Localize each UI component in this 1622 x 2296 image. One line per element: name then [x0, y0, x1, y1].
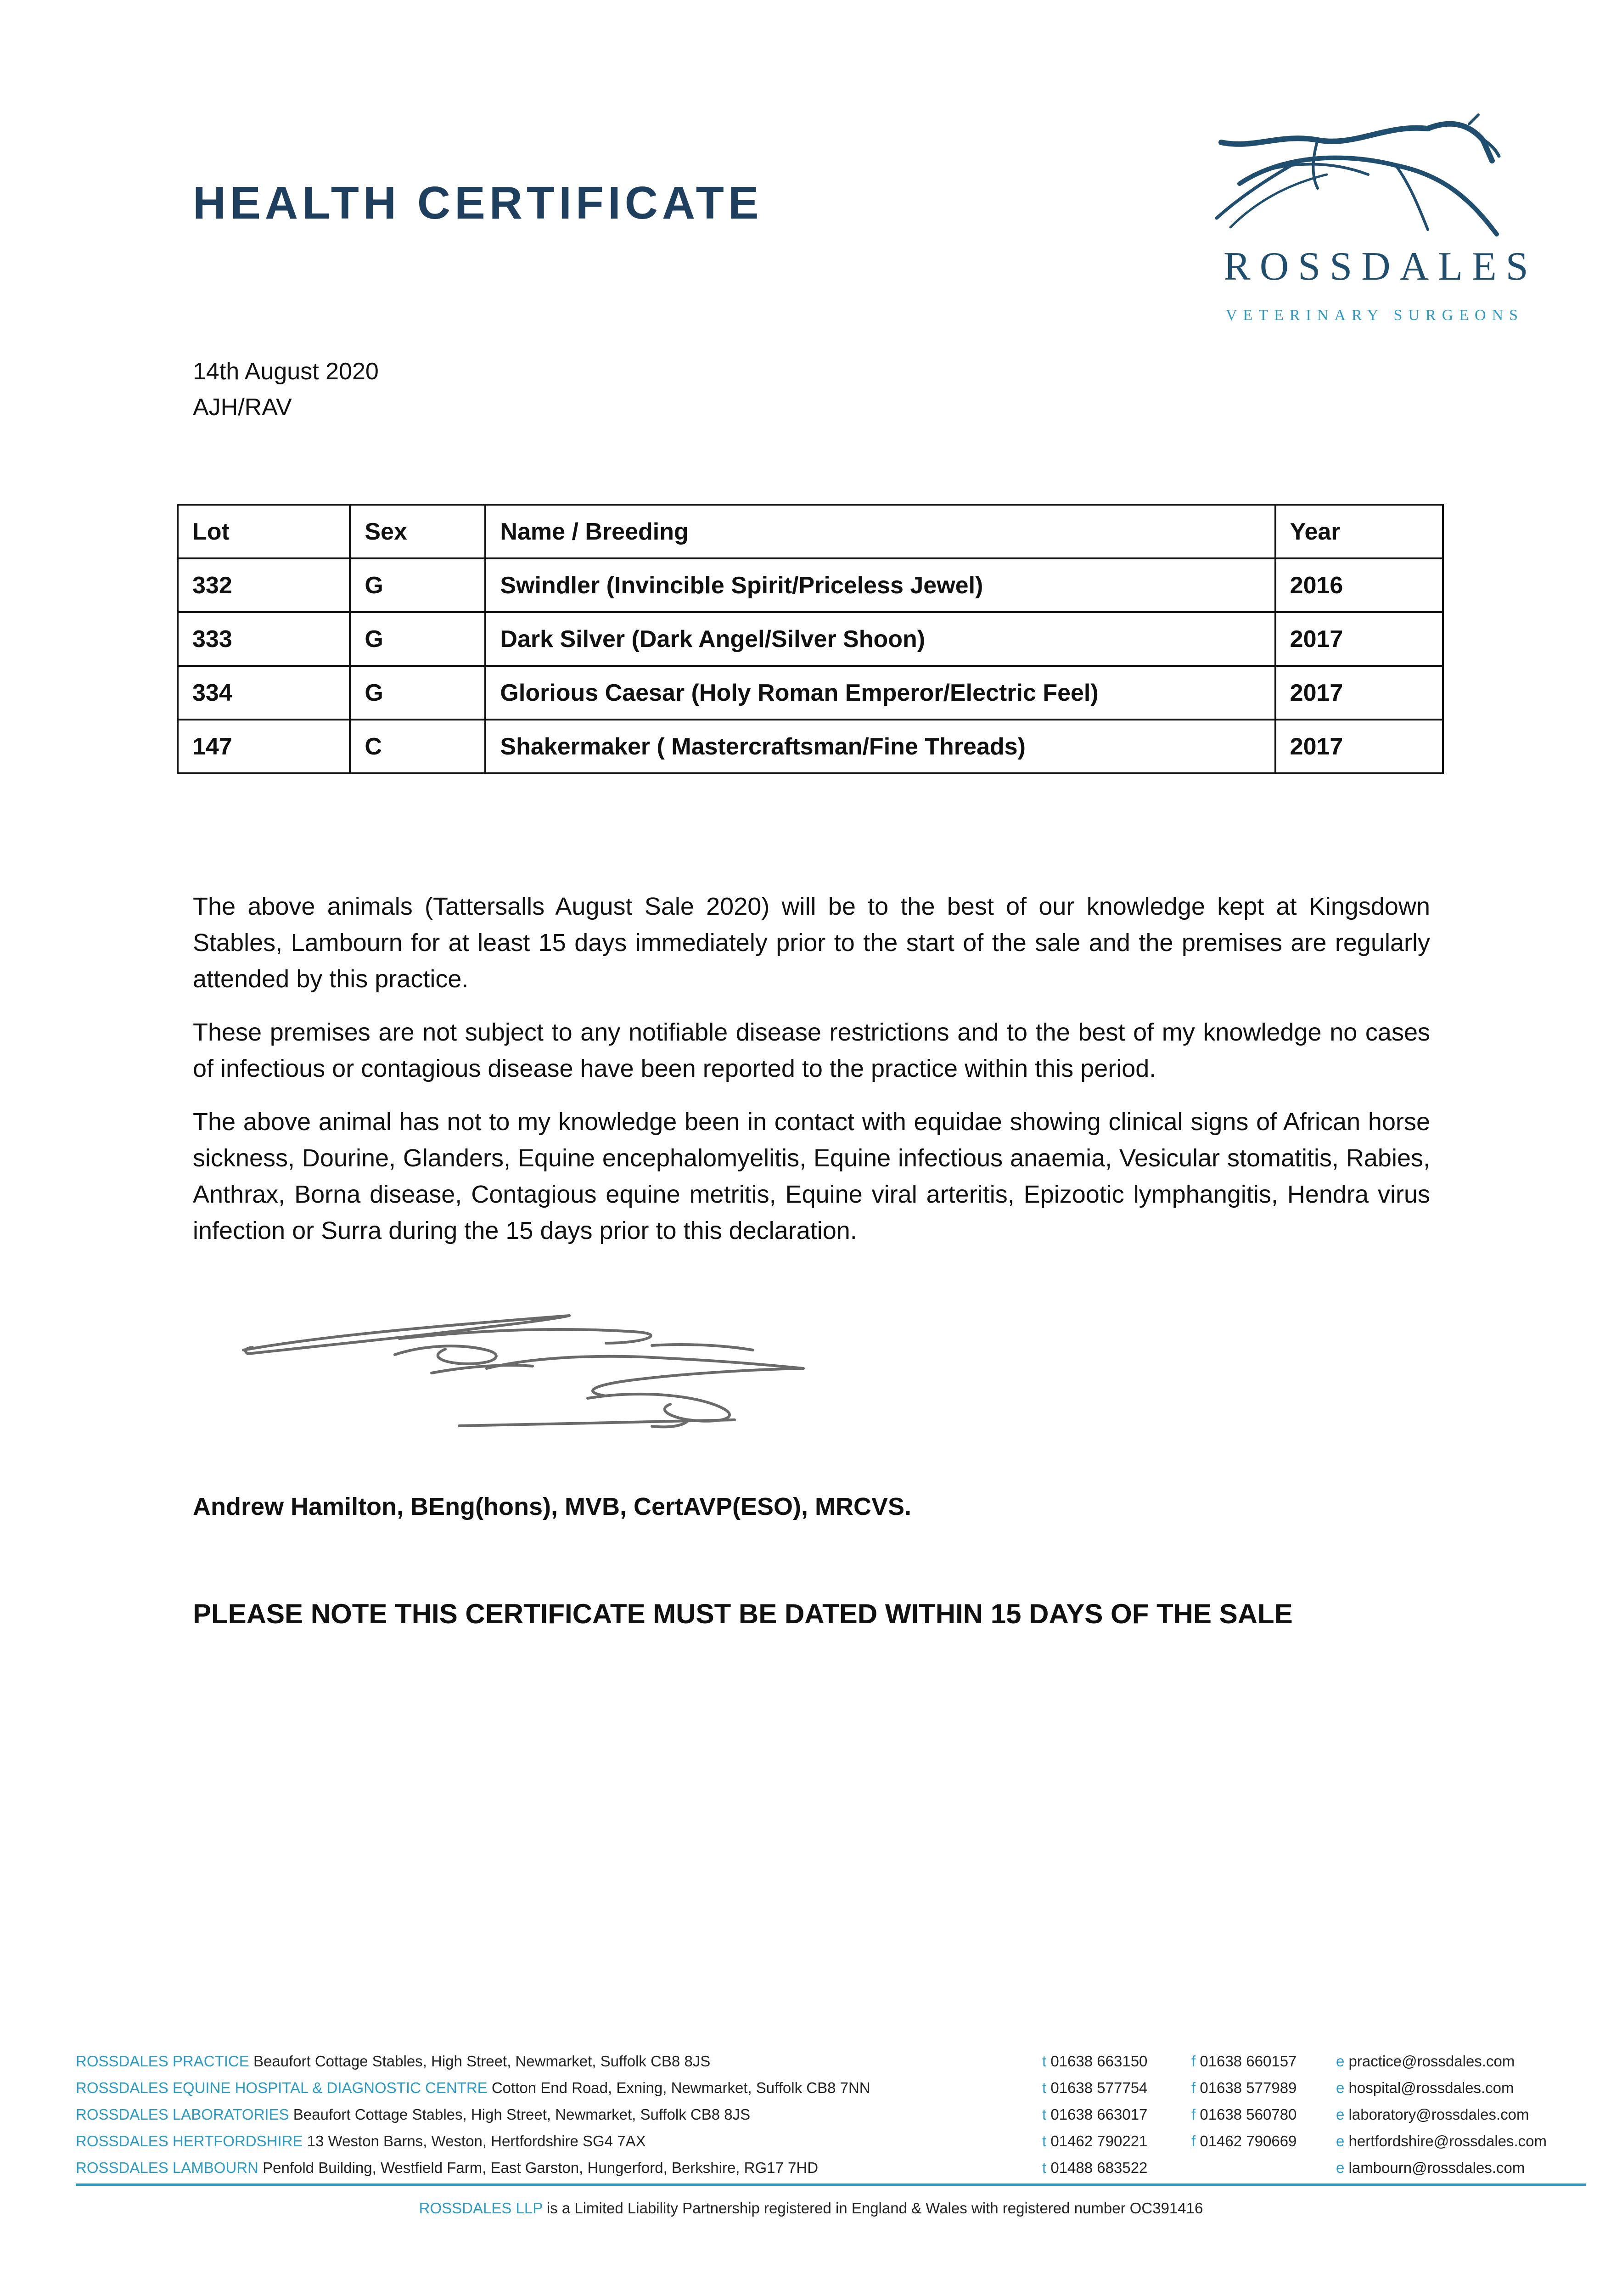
footer-email[interactable]: e practice@rossdales.com [1336, 2053, 1515, 2070]
footer-divider [76, 2183, 1586, 2186]
footer-phone: t 01462 790221 [1042, 2133, 1148, 2150]
letter-reference: AJH/RAV [193, 394, 292, 421]
footer-practice-name: ROSSDALES EQUINE HOSPITAL & DIAGNOSTIC CENTRE [76, 2079, 488, 2096]
table-row [178, 612, 1443, 666]
footer-phone: t 01638 577754 [1042, 2079, 1148, 2096]
body-paragraph-restrictions: These premises are not subject to any notifiable disease restrictions and to the best of my knowledge no cases of infectious or contagious disease have been reported to the practice within this period. [193, 1019, 1430, 1082]
body-paragraph-premises: The above animals (Tattersalls August Sale 2020) will be to the best of our knowledge kept at Kingsdown Stables, Lambourn for at least 15 days immediately prior to the start of the sale and the premises are regularly attended by this practice. [193, 893, 1430, 993]
handwritten-signature-icon [230, 1300, 918, 1451]
footer-address: Beaufort Cottage Stables, High Street, Newmarket, Suffolk CB8 8JS [253, 2053, 711, 2070]
header-name-breeding: Name / Breeding [485, 505, 1275, 558]
document-title: HEALTH CERTIFICATE [193, 177, 763, 229]
header-lot: Lot [178, 505, 350, 558]
llp-text: is a Limited Liability Partnership registered in England & Wales with registered number OC391416 [546, 2200, 1203, 2217]
footer-practice-name: ROSSDALES LAMBOURN [76, 2159, 258, 2176]
footer-email[interactable]: e lambourn@rossdales.com [1336, 2159, 1525, 2176]
cell-year: 2017 [1275, 720, 1443, 773]
cell-name: Glorious Caesar (Holy Roman Emperor/Electric Feel) [485, 666, 1275, 720]
footer-address: Cotton End Road, Exning, Newmarket, Suffolk CB8 7NN [491, 2079, 870, 2096]
footer-row [76, 2048, 1591, 2075]
footer-contacts [76, 2048, 1591, 2181]
letter-date: 14th August 2020 [193, 358, 379, 385]
table-row [178, 666, 1443, 720]
certificate-body [193, 889, 1430, 1266]
footer-practice-name: ROSSDALES HERTFORDSHIRE [76, 2133, 303, 2150]
cell-sex: G [350, 666, 485, 720]
footer-llp-statement [0, 2200, 1622, 2217]
header-sex: Sex [350, 505, 485, 558]
llp-name: ROSSDALES LLP [419, 2200, 543, 2217]
signature [230, 1300, 918, 1451]
horse-table [177, 504, 1444, 774]
rossdales-logo [1212, 106, 1538, 335]
signer-name: Andrew Hamilton, BEng(hons), MVB, CertAVP(ESO), MRCVS. [193, 1493, 912, 1520]
cell-lot: 334 [178, 666, 350, 720]
dating-notice: PLEASE NOTE THIS CERTIFICATE MUST BE DATED WITHIN 15 DAYS OF THE SALE [193, 1598, 1293, 1629]
body-paragraph-diseases: The above animal has not to my knowledge been in contact with equidae showing clinical signs of African horse sickness, Dourine, Glanders, Equine encephalomyelitis, Equine infectious anaemia, Vesicular stomatitis, Rabies, Anthrax, Borna disease, Contagious equine metritis, Equine viral arteritis, Epizootic lymphangitis, Hendra virus infection or Surra during the 15 days prior to this declaration. [193, 1108, 1430, 1244]
cell-name: Swindler (Invincible Spirit/Priceless Jewel) [485, 558, 1275, 612]
footer-email[interactable]: e hertfordshire@rossdales.com [1336, 2133, 1547, 2150]
footer-fax: f 01638 577989 [1191, 2079, 1297, 2096]
brand-subtitle: VETERINARY SURGEONS [1226, 307, 1524, 324]
cell-sex: C [350, 720, 485, 773]
cell-sex: G [350, 558, 485, 612]
cell-sex: G [350, 612, 485, 666]
galloping-horse-logo-icon [1212, 106, 1524, 243]
footer-phone: t 01638 663150 [1042, 2053, 1148, 2070]
cell-lot: 147 [178, 720, 350, 773]
footer-practice-name: ROSSDALES PRACTICE [76, 2053, 249, 2070]
cell-year: 2016 [1275, 558, 1443, 612]
cell-year: 2017 [1275, 612, 1443, 666]
footer-fax: f 01462 790669 [1191, 2133, 1297, 2150]
footer-row [76, 2155, 1591, 2181]
footer-fax: f 01638 660157 [1191, 2053, 1297, 2070]
cell-lot: 332 [178, 558, 350, 612]
table-header-row [178, 505, 1443, 558]
brand-name: ROSSDALES [1224, 244, 1538, 289]
table-row [178, 558, 1443, 612]
footer-phone: t 01638 663017 [1042, 2106, 1148, 2123]
footer-address: 13 Weston Barns, Weston, Hertfordshire SG4 7AX [307, 2133, 646, 2150]
footer-address: Penfold Building, Westfield Farm, East Garston, Hungerford, Berkshire, RG17 7HD [263, 2159, 819, 2176]
footer-fax: f 01638 560780 [1191, 2106, 1297, 2123]
letter-meta [193, 354, 379, 425]
footer-row [76, 2075, 1591, 2101]
footer-row [76, 2101, 1591, 2128]
cell-year: 2017 [1275, 666, 1443, 720]
footer-row [76, 2128, 1591, 2155]
table-row [178, 720, 1443, 773]
footer-phone: t 01488 683522 [1042, 2159, 1148, 2176]
header-year: Year [1275, 505, 1443, 558]
footer-email[interactable]: e laboratory@rossdales.com [1336, 2106, 1529, 2123]
footer-practice-name: ROSSDALES LABORATORIES [76, 2106, 289, 2123]
footer-email[interactable]: e hospital@rossdales.com [1336, 2079, 1514, 2096]
footer-address: Beaufort Cottage Stables, High Street, Newmarket, Suffolk CB8 8JS [293, 2106, 751, 2123]
cell-name: Shakermaker ( Mastercraftsman/Fine Threads) [485, 720, 1275, 773]
cell-lot: 333 [178, 612, 350, 666]
cell-name: Dark Silver (Dark Angel/Silver Shoon) [485, 612, 1275, 666]
